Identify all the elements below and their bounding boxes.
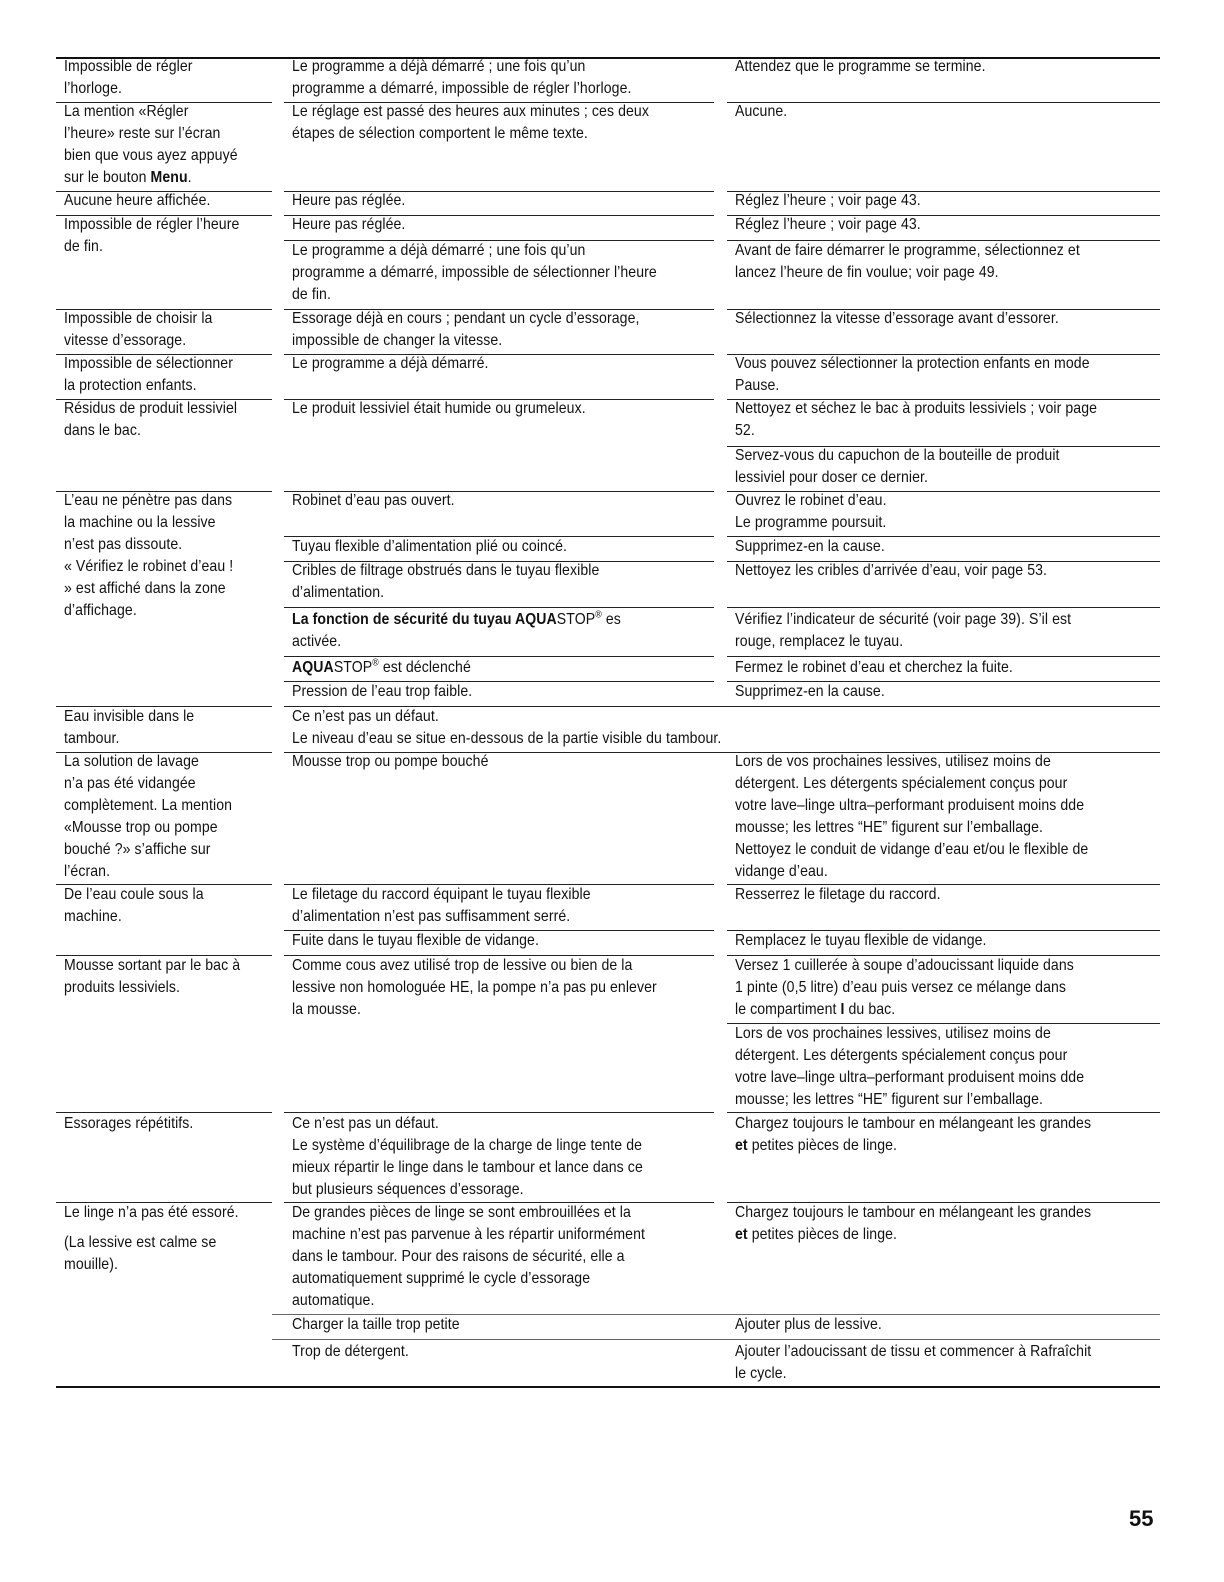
- cause-line: machine n’est pas parvenue à les répartir uniformément: [292, 1226, 646, 1243]
- emphasis-word: et: [735, 1137, 748, 1154]
- cause-cell: [292, 609, 621, 653]
- solution-line: lessiviel pour doser ce dernier.: [735, 469, 928, 486]
- cause-line: Heure pas réglée.: [292, 216, 406, 233]
- problem-line: vitesse d’essorage.: [64, 332, 187, 349]
- problem-line: L’eau ne pénètre pas dans: [64, 492, 233, 509]
- cause-line: lessive non homologuée HE, la pompe n’a pas pu enlever: [292, 979, 657, 996]
- registered-mark: ®: [372, 657, 379, 669]
- problem-line: bien que vous ayez appuyé: [64, 147, 238, 164]
- solution-cell: [735, 214, 921, 236]
- cause-line: Comme cous avez utilisé trop de lessive ou bien de la: [292, 957, 633, 974]
- solution-cell: [735, 308, 1059, 330]
- solution-cell: [735, 536, 885, 558]
- problem-line: l’heure» reste sur l’écran: [64, 125, 221, 142]
- cause-line: Le filetage du raccord équipant le tuyau flexible: [292, 886, 591, 903]
- solution-line: Pause.: [735, 377, 780, 394]
- cause-cell: [292, 101, 649, 145]
- cause-line: d’alimentation.: [292, 584, 385, 601]
- solution-line: Attendez que le programme se termine.: [735, 58, 986, 75]
- problem-cell: [64, 214, 239, 258]
- solution-line: Sélectionnez la vitesse d’essorage avant d’essorer.: [735, 310, 1059, 327]
- page-number: 55: [1129, 1506, 1154, 1531]
- problem-line: Résidus de produit lessiviel: [64, 400, 238, 417]
- cause-cell: [292, 681, 472, 703]
- solution-cell: [735, 1314, 882, 1336]
- solution-line: Le programme poursuit.: [735, 514, 887, 531]
- solution-line: Lors de vos prochaines lessives, utilisez moins de: [735, 1025, 1051, 1042]
- problem-line: Mousse sortant par le bac à: [64, 957, 241, 974]
- solution-line: Chargez toujours le tambour en mélangeant les grandes: [735, 1204, 1092, 1221]
- problem-line: l’horloge.: [64, 80, 123, 97]
- solution-line: mousse; les lettres “HE” figurent sur l’emballage.: [735, 1091, 1044, 1108]
- problem-note: [64, 1232, 216, 1276]
- registered-mark: ®: [595, 609, 602, 621]
- cause-line: [292, 609, 621, 631]
- text-run: petites pièces de linge.: [747, 1226, 898, 1243]
- cause-line: Tuyau flexible d’alimentation plié ou coincé.: [292, 538, 568, 555]
- cause-line: Le programme a déjà démarré.: [292, 355, 489, 372]
- problem-cell: [64, 308, 212, 352]
- problem-cell: [64, 955, 240, 999]
- aquastop-label: AQUA: [292, 659, 334, 676]
- problem-line: n’est pas dissoute.: [64, 536, 183, 553]
- problem-line: bouché ?» s’affiche sur: [64, 841, 211, 858]
- cause-cell: [292, 657, 471, 679]
- cause-cell: [292, 214, 405, 236]
- solution-line: votre lave–linge ultra–performant produisent moins dde: [735, 1069, 1085, 1086]
- solution-line: Vous pouvez sélectionner la protection enfants en mode: [735, 355, 1090, 372]
- cause-cell: [292, 751, 489, 773]
- cause-line: Le programme a déjà démarré ; une fois qu’un: [292, 242, 586, 259]
- cause-line: but plusieurs séquences d’essorage.: [292, 1181, 524, 1198]
- solution-cell: [735, 560, 1047, 582]
- cause-cell: [292, 930, 539, 952]
- cause-cell: [292, 490, 455, 512]
- cause-cell: [292, 398, 586, 420]
- cause-line: activée.: [292, 633, 342, 650]
- problem-line: Impossible de sélectionner: [64, 355, 234, 372]
- solution-cell: [735, 190, 921, 212]
- solution-line: Lors de vos prochaines lessives, utilisez moins de: [735, 753, 1051, 770]
- cause-cell: [292, 706, 721, 750]
- problem-line: Impossible de choisir la: [64, 310, 213, 327]
- solution-cell: [735, 1023, 1084, 1111]
- solution-cell: [735, 930, 987, 952]
- solution-line: Ouvrez le robinet d’eau.: [735, 492, 887, 509]
- problem-cell: [64, 353, 233, 397]
- cause-line: de fin.: [292, 286, 331, 303]
- solution-line: lancez l’heure de fin voulue; voir page 49.: [735, 264, 999, 281]
- cause-line: Le produit lessiviel était humide ou grumeleux.: [292, 400, 586, 417]
- text-run: es: [601, 611, 621, 628]
- cause-line: Le programme a déjà démarré ; une fois qu’un: [292, 58, 586, 75]
- cause-cell: [292, 190, 405, 212]
- problem-line: La mention «Régler: [64, 103, 189, 120]
- solution-line: Vérifiez l’indicateur de sécurité (voir page 39). S’il est: [735, 611, 1072, 628]
- sub-row-divider: [272, 1339, 1160, 1340]
- solution-cell: [735, 445, 1060, 489]
- cause-line: Ce n’est pas un défaut.: [292, 708, 439, 725]
- cause-cell: [292, 955, 657, 1021]
- cause-cell: [292, 353, 489, 375]
- cause-cell: [292, 308, 640, 352]
- cause-cell: [292, 240, 657, 306]
- cause-line: Robinet d’eau pas ouvert.: [292, 492, 455, 509]
- text-run: petites pièces de linge.: [747, 1137, 898, 1154]
- problem-cell: [64, 706, 194, 750]
- solution-line: Fermez le robinet d’eau et cherchez la fuite.: [735, 659, 1013, 676]
- solution-line: Avant de faire démarrer le programme, sélectionnez et: [735, 242, 1080, 259]
- problem-line: Impossible de régler l’heure: [64, 216, 240, 233]
- solution-line: Nettoyez le conduit de vidange d’eau et/ou le flexible de: [735, 841, 1089, 858]
- compartment-marker: I: [840, 1001, 845, 1018]
- cause-cell: [292, 1113, 643, 1201]
- problem-cell: [64, 101, 238, 189]
- emphasis-word: et: [735, 1226, 748, 1243]
- cause-line: Ce n’est pas un défaut.: [292, 1115, 439, 1132]
- problem-cell: [64, 490, 233, 622]
- solution-cell: [735, 751, 1088, 883]
- text-run: STOP: [556, 611, 596, 628]
- problem-line: de fin.: [64, 238, 103, 255]
- cause-line: Le système d’équilibrage de la charge de linge tente de: [292, 1137, 643, 1154]
- solution-cell: [735, 490, 887, 534]
- problem-line: [64, 167, 238, 189]
- table-bottom-rule: [56, 1386, 1160, 1388]
- problem-line: produits lessiviels.: [64, 979, 181, 996]
- text-run: STOP: [333, 659, 373, 676]
- solution-cell: [735, 398, 1097, 442]
- solution-line: Ajouter plus de lessive.: [735, 1316, 882, 1333]
- cause-line: Trop de détergent.: [292, 1343, 409, 1360]
- solution-cell: [735, 1202, 1091, 1246]
- aquastop-safety-label: La fonction de sécurité du tuyau AQUA: [292, 611, 557, 628]
- solution-line: vidange d’eau.: [735, 863, 828, 880]
- text-run: sur le bouton: [64, 169, 151, 186]
- solution-line: Remplacez le tuyau flexible de vidange.: [735, 932, 987, 949]
- solution-line: Supprimez-en la cause.: [735, 683, 885, 700]
- text-run: est déclenché: [378, 659, 471, 676]
- solution-cell: [735, 657, 1013, 679]
- text-run: .: [187, 169, 192, 186]
- solution-line: Ajouter l’adoucissant de tissu et commencer à Rafraîchit: [735, 1343, 1092, 1360]
- problem-line: Eau invisible dans le: [64, 708, 195, 725]
- text-run: le compartiment: [735, 1001, 841, 1018]
- cause-line: automatique.: [292, 1292, 375, 1309]
- problem-line: la machine ou la lessive: [64, 514, 216, 531]
- problem-line: complètement. La mention: [64, 797, 233, 814]
- cause-cell: [292, 1202, 645, 1312]
- cause-cell: [292, 1341, 409, 1363]
- problem-line: Aucune heure affichée.: [64, 192, 211, 209]
- problem-line: Essorages répétitifs.: [64, 1115, 194, 1132]
- cause-line: programme a démarré, impossible de régler l’horloge.: [292, 80, 632, 97]
- solution-line: Nettoyez les cribles d’arrivée d’eau, voir page 53.: [735, 562, 1048, 579]
- solution-line: [735, 1224, 1091, 1246]
- text-run: du bac.: [844, 1001, 896, 1018]
- cause-line: d’alimentation n’est pas suffisamment serré.: [292, 908, 571, 925]
- cause-line: Mousse trop ou pompe bouché: [292, 753, 489, 770]
- solution-line: Supprimez-en la cause.: [735, 538, 885, 555]
- problem-line: Impossible de régler: [64, 58, 193, 75]
- solution-line: Resserrez le filetage du raccord.: [735, 886, 941, 903]
- problem-cell: [64, 398, 237, 442]
- problem-line: « Vérifiez le robinet d’eau !: [64, 558, 234, 575]
- sub-row-divider: [727, 607, 1160, 608]
- cause-line: étapes de sélection comportent le même texte.: [292, 125, 588, 142]
- problem-line: De l’eau coule sous la: [64, 886, 204, 903]
- solution-line: Aucune.: [735, 103, 788, 120]
- solution-line: 1 pinte (0,5 litre) d’eau puis versez ce mélange dans: [735, 979, 1067, 996]
- cause-line: [292, 657, 471, 679]
- solution-line: votre lave–linge ultra–performant produisent moins dde: [735, 797, 1085, 814]
- cause-line: Le niveau d’eau se situe en-dessous de la partie visible du tambour.: [292, 730, 722, 747]
- cause-line: impossible de changer la vitesse.: [292, 332, 503, 349]
- problem-line: «Mousse trop ou pompe: [64, 819, 218, 836]
- cause-cell: [292, 560, 599, 604]
- cause-line: mieux répartir le linge dans le tambour et lance dans ce: [292, 1159, 643, 1176]
- solution-line: détergent. Les détergents spécialement conçus pour: [735, 775, 1068, 792]
- solution-cell: [735, 1113, 1091, 1157]
- problem-line: dans le bac.: [64, 422, 141, 439]
- cause-line: Charger la taille trop petite: [292, 1316, 460, 1333]
- cause-line: Pression de l’eau trop faible.: [292, 683, 473, 700]
- cause-line: la mousse.: [292, 1001, 361, 1018]
- sub-row-divider: [284, 607, 714, 608]
- problem-line: La solution de lavage: [64, 753, 199, 770]
- problem-line: » est affiché dans la zone: [64, 580, 226, 597]
- problem-cell: [64, 56, 193, 100]
- solution-line: Servez-vous du capuchon de la bouteille de produit: [735, 447, 1060, 464]
- solution-line: [735, 1135, 1091, 1157]
- solution-line: Réglez l’heure ; voir page 43.: [735, 216, 921, 233]
- cause-line: Essorage déjà en cours ; pendant un cycle d’essorage,: [292, 310, 640, 327]
- solution-line: Réglez l’heure ; voir page 43.: [735, 192, 921, 209]
- problem-line: Le linge n’a pas été essoré.: [64, 1204, 239, 1221]
- cause-line: De grandes pièces de linge se sont embrouillées et la: [292, 1204, 631, 1221]
- cause-line: dans le tambour. Pour des raisons de sécurité, elle a: [292, 1248, 625, 1265]
- solution-cell: [735, 101, 787, 123]
- cause-line: automatiquement supprimé le cycle d’essorage: [292, 1270, 591, 1287]
- solution-line: 52.: [735, 422, 755, 439]
- problem-cell: [64, 751, 232, 883]
- row-divider: [727, 102, 1160, 103]
- solution-cell: [735, 240, 1080, 284]
- cause-cell: [292, 884, 591, 928]
- solution-line: [735, 999, 1074, 1021]
- solution-cell: [735, 56, 986, 78]
- problem-cell: [64, 1202, 239, 1224]
- cause-line: programme a démarré, impossible de sélectionner l’heure: [292, 264, 657, 281]
- problem-line: n’a pas été vidangée: [64, 775, 196, 792]
- problem-line: la protection enfants.: [64, 377, 197, 394]
- solution-line: le cycle.: [735, 1365, 787, 1382]
- problem-line: machine.: [64, 908, 122, 925]
- problem-line: mouille).: [64, 1256, 119, 1273]
- solution-line: Versez 1 cuillerée à soupe d’adoucissant liquide dans: [735, 957, 1074, 974]
- cause-line: Heure pas réglée.: [292, 192, 406, 209]
- solution-cell: [735, 609, 1071, 653]
- solution-line: Chargez toujours le tambour en mélangeant les grandes: [735, 1115, 1092, 1132]
- solution-line: mousse; les lettres “HE” figurent sur l’emballage.: [735, 819, 1044, 836]
- solution-cell: [735, 353, 1090, 397]
- problem-line: tambour.: [64, 730, 120, 747]
- problem-cell: [64, 190, 211, 212]
- problem-cell: [64, 1113, 193, 1135]
- solution-line: rouge, remplacez le tuyau.: [735, 633, 904, 650]
- menu-button-name: Menu: [150, 169, 188, 186]
- problem-cell: [64, 884, 204, 928]
- cause-line: Le réglage est passé des heures aux minutes ; ces deux: [292, 103, 649, 120]
- solution-line: détergent. Les détergents spécialement conçus pour: [735, 1047, 1068, 1064]
- solution-cell: [735, 1341, 1091, 1385]
- solution-cell: [735, 955, 1074, 1021]
- cause-cell: [292, 536, 567, 558]
- cause-cell: [292, 1314, 460, 1336]
- solution-line: Nettoyez et séchez le bac à produits lessiviels ; voir page: [735, 400, 1098, 417]
- cause-cell: [292, 56, 632, 100]
- problem-line: l’écran.: [64, 863, 111, 880]
- solution-cell: [735, 681, 885, 703]
- solution-cell: [735, 884, 941, 906]
- problem-line: d’affichage.: [64, 602, 137, 619]
- cause-line: Fuite dans le tuyau flexible de vidange.: [292, 932, 539, 949]
- cause-line: Cribles de filtrage obstrués dans le tuyau flexible: [292, 562, 600, 579]
- problem-line: (La lessive est calme se: [64, 1234, 217, 1251]
